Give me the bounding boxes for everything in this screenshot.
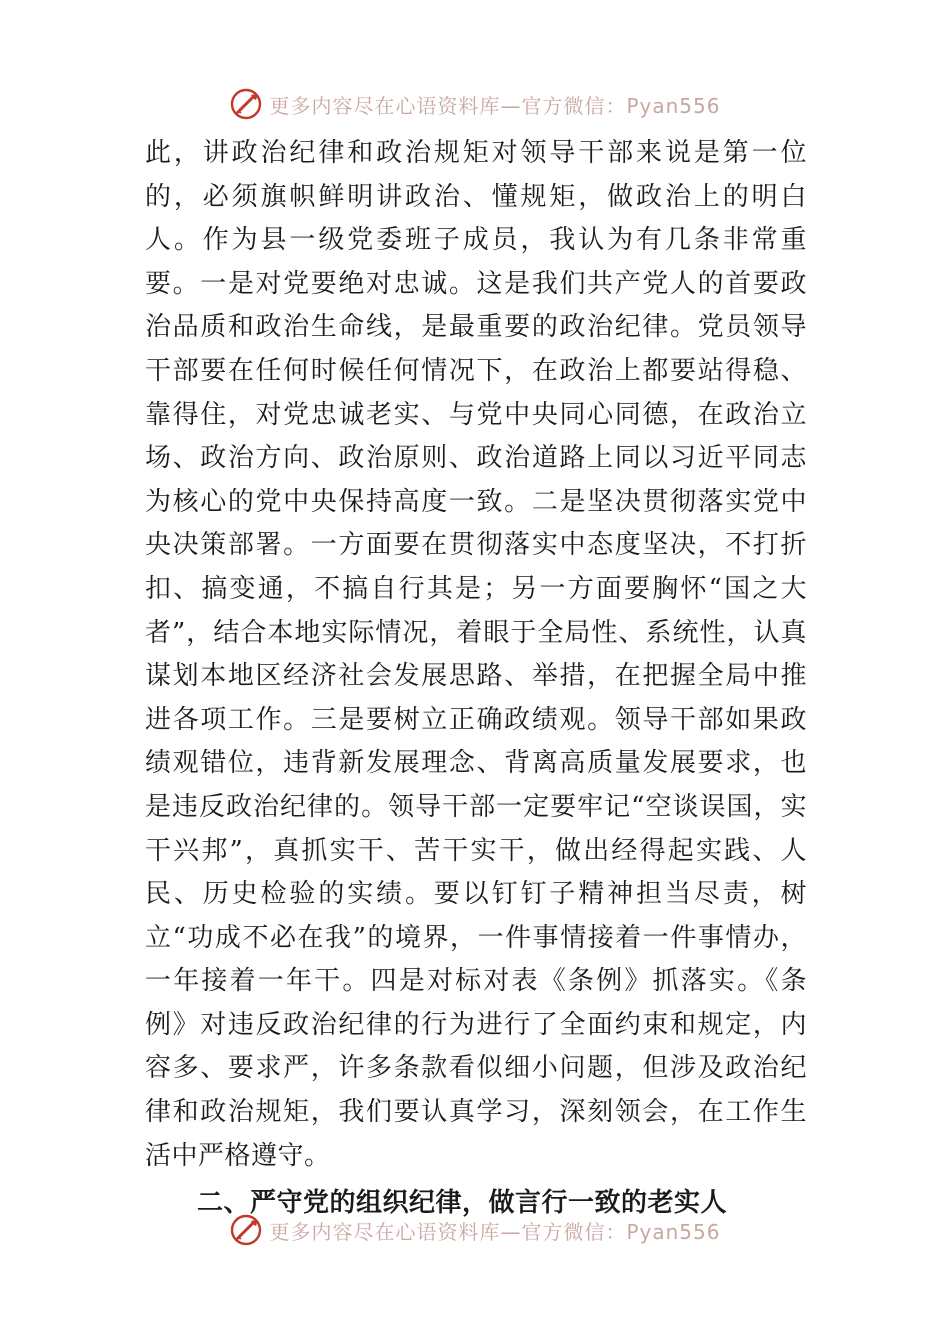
watermark-text: 更多内容尽在心语资料库—官方微信：Pyan556 (269, 93, 721, 118)
banner-inner (229, 87, 720, 121)
document-body (145, 132, 807, 1226)
pen-quill-logo-icon (229, 87, 263, 121)
watermark-text: 更多内容尽在心语资料库—官方微信：Pyan556 (269, 1219, 721, 1244)
pen-quill-logo-icon (229, 1213, 263, 1247)
header-watermark-banner (0, 84, 950, 124)
section-heading: 二、严守党的组织纪律，做言行一致的老实人 (197, 1188, 728, 1219)
footer-watermark-banner (0, 1210, 950, 1250)
body-paragraph: 此，讲政治纪律和政治规矩对领导干部来说是第一位的，必须旗帜鲜明讲政治、懂规矩，做政治上的明白人。作为县一级党委班子成员，我认为有几条非常重要。一是对党要绝对忠诚。这是我们共产党人的首要政治品质和政治生命线，是最重要的政治纪律。党员领导干部要在任何时候任何情况下，在政治上都要站得稳、靠得住，对党忠诚老实、与党中央同心同德，在政治立场、政治方向、政治原则、政治道路上同以习近平同志为核心的党中央保持高度一致。二是坚决贯彻落实党中央决策部署。一方面要在贯彻落实中态度坚决，不打折扣、搞变通，不搞自行其是；另一方面要胸怀“国之大者”，结合本地实际情况，着眼于全局性、系统性，认真谋划本地区经济社会发展思路、举措，在把握全局中推进各项工作。三是要树立正确政绩观。领导干部如果政绩观错位，违背新发展理念、背离高质量发展要求，也是违反政治纪律的。领导干部一定要牢记“空谈误国，实干兴邦”，真抓实干、苦干实干，做出经得起实践、人民、历史检验的实绩。要以钉钉子精神担当尽责，树立“功成不必在我”的境界，一件事情接着一件事情办，一年接着一年干。四是对标对表《条例》抓落实。《条例》对违反政治纪律的行为进行了全面约束和规定，内容多、要求严，许多条款看似细小问题，但涉及政治纪律和政治规矩，我们要认真学习，深刻领会，在工作生活中严格遵守。 (145, 138, 807, 1171)
banner-inner (229, 1213, 720, 1247)
